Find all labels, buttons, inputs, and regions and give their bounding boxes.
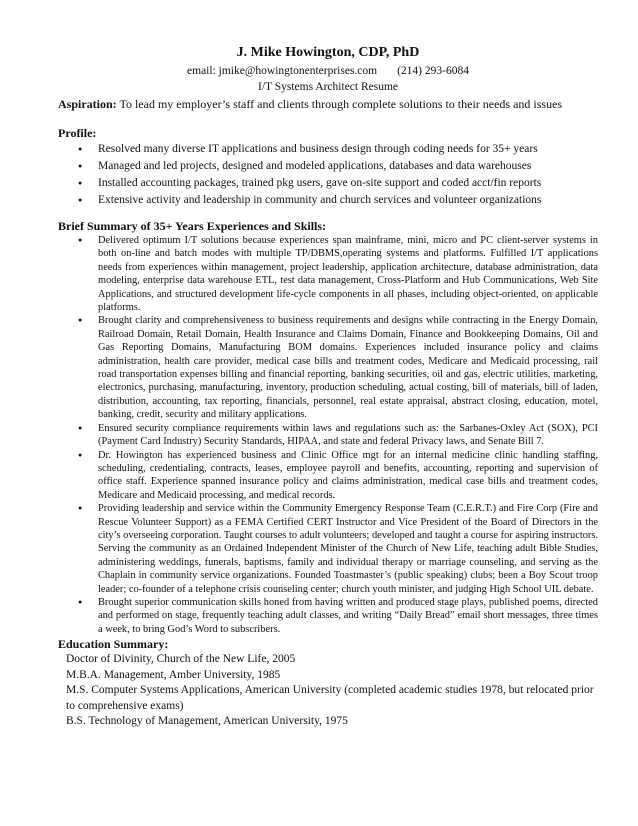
education-item-text: M.S. Computer Systems Applications, American University (completed academic studies 1978, but relocated prior to comprehensive exams) — [66, 684, 594, 712]
applicant-name: J. Mike Howington, CDP, PhD — [236, 45, 420, 60]
summary-item: ● Ensured security compliance requirements within laws and regulations such as: the Sarbanes-Oxley Act (SOX), PCI (Payment Card Industry) Security Standards, HIPAA, and state and federal Privacy laws, and Senate Bill 7. — [58, 422, 598, 449]
summary-item: ● Dr. Howington has experienced business and Clinic Office mgt for an internal medicine clinic handling staffing, scheduling, credentialing, contracts, leases, employee payroll and benefits, accounting, reporting and supervision of office staff. Experience spanned insurance policy and claims administration, medical case bills and treatment codes, Medicare and Medicaid processing, and medical records. — [58, 449, 598, 503]
phone-number: (214) 293-6084 — [397, 65, 469, 77]
summary-item: ● Delivered optimum I/T solutions because experiences span mainframe, mini, micro and PC client-server systems in both on-line and batch modes with multiple TP/DBMS,operating systems and platforms. Fulfilled I/T applications needs from experiences within management, project leadership, application architecture, database administration, data modeling, enterprise data warehouse ETL, test data management, Cross-Platform and Hub Communications, Web Site Applications, and structured development life-cycle components in all phases, including object-oriented, on applicable platforms. — [58, 234, 598, 314]
resume-title: I/T Systems Architect Resume — [257, 81, 398, 93]
aspiration-text: To lead my employer’s staff and clients through complete solutions to their needs and issues — [119, 97, 563, 111]
profile-item: ● Resolved many diverse IT applications and business design through coding needs for 35+ years — [58, 141, 598, 158]
contact-line — [58, 64, 598, 79]
summary-item: ● Brought superior communication skills honed from having written and produced stage plays, published poems, directed and performed on stage, frequently teaching adult classes, and writing “Daily Bread” email short messages, three times a week, to bring God’s Word to subscribers. — [58, 596, 598, 636]
education-item: M.B.A. Management, Amber University, 1985 — [66, 668, 281, 681]
profile-list — [58, 141, 598, 209]
education-item: B.S. Technology of Management, American University, 1975 — [66, 715, 348, 728]
summary-item: ● Providing leadership and service within the Community Emergency Response Team (C.E.R.T.) and Fire Corp (Fire and Rescue Volunteer Support) as a FEMA Certified CERT Instructor and Vice President of the Board of Directors in the city’s overseeing corporation. Taught courses to adult volunteers; developed and taught a course for aspiring instructors. Serving the community as an Ordained Independent Minister of the Church of New Life, teaching adult Bible Studies, administering weddings, funerals, baptisms, family and individual therapy or marriage counseling, and serving as the Chaplain in community service organizations. Founded Toastmaster’s (public speaking) clubs; been a Boy Scout troop leader; co-founder of a telephone crisis counseling center; church youth minister, and judging High School UIL debate. — [58, 502, 598, 596]
education-list — [58, 652, 598, 730]
aspiration-label: Aspiration: — [58, 97, 117, 111]
profile-item: ● Managed and led projects, designed and modeled applications, databases and data warehouses — [58, 158, 598, 175]
education-item — [58, 683, 598, 714]
summary-item: ● Brought clarity and comprehensiveness to business requirements and designs while contracting in the Energy Domain, Railroad Domain, Retail Domain, Health Insurance and Claims Domain, Finance and Bookkeeping Domains, Oil and Gas Reporting Domains, Manufacturing BOM domains. Experiences included insurance policy and claims administration, health care provider, medical case bills and treatment codes, Medicare and Medicaid processing, rail road transportation expenses billing and financial reporting, banking securities, oil and gas, electric utilities, marketing, electronics, purchasing, manufacturing, inventory, production scheduling, actual costing, bill of materials, bill of laden, distribution, accounting, tax reporting, financials, personnel, real estate appraisal, abstract closing, education, motel, banking, credit, security and military applications. — [58, 314, 598, 421]
profile-item: ● Extensive activity and leadership in community and church services and volunteer organizations — [58, 192, 598, 209]
profile-heading: Profile: — [58, 126, 97, 140]
summary-heading: Brief Summary of 35+ Years Experiences and Skills: — [58, 219, 327, 233]
education-heading: Education Summary: — [58, 637, 169, 652]
education-item: Doctor of Divinity, Church of the New Life, 2005 — [66, 653, 296, 666]
email-address: email: jmike@howingtonenterprises.com — [187, 65, 378, 77]
summary-list — [58, 234, 598, 636]
aspiration-statement — [58, 97, 598, 112]
profile-item: ● Installed accounting packages, trained pkg users, gave on-site support and coded acct/fin reports — [58, 175, 598, 192]
